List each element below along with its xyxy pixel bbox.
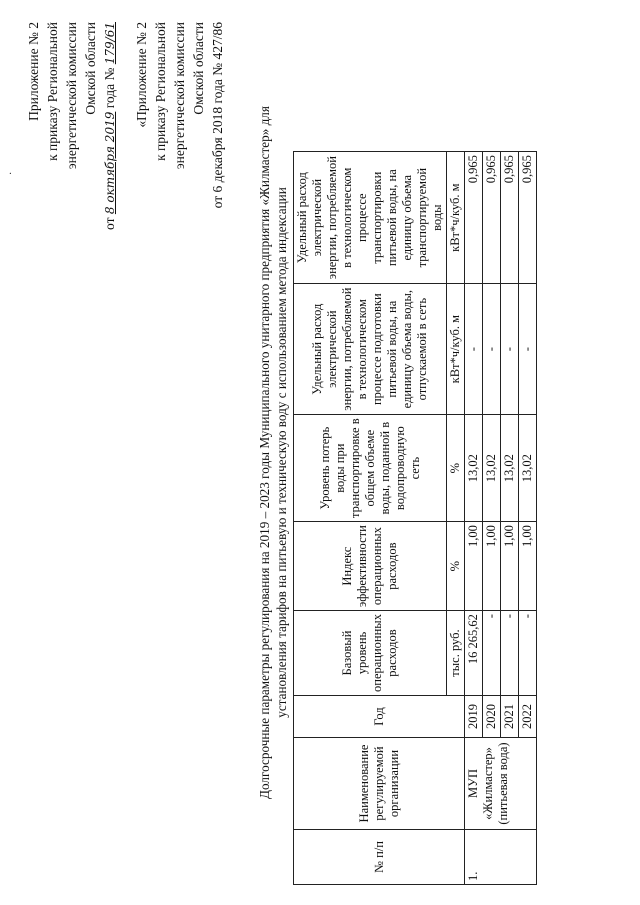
table-header-row bbox=[294, 152, 447, 885]
prep-energy-cell: - bbox=[501, 284, 519, 415]
transport-energy-cell: 0,965 bbox=[519, 152, 537, 284]
prep-energy-cell: - bbox=[465, 284, 483, 415]
appendix-title: «Приложение № 2 bbox=[134, 22, 149, 128]
row-number: 1. bbox=[465, 830, 537, 885]
transport-energy-cell: 0,965 bbox=[501, 152, 519, 284]
transport-energy-cell: 0,965 bbox=[483, 152, 501, 284]
document-title: Долгосрочные параметры регулирования на 2019 – 2023 годы Муниципального унитарного предприятия «Жилмастер» для установления тарифов на питьевую и техническую воду с использованием метода индексации bbox=[257, 106, 289, 799]
efficiency-index-cell: 1,00 bbox=[465, 522, 483, 611]
prep-energy-cell: - bbox=[483, 284, 501, 415]
unit-cell: кВт*ч/куб. м bbox=[447, 284, 465, 415]
base-cost-cell: - bbox=[519, 611, 537, 696]
header-cell: Удельный расход электрической энергии, потребляемой в технологическом процессе подготовки питьевой воды, на единицу объема воды, отпускаемой в сеть bbox=[294, 284, 447, 415]
header-cell: Уровень потерь воды при транспортировке в общем объеме воды, поданной в водопроводную сеть bbox=[294, 415, 447, 522]
unit-cell: кВт*ч/куб. м bbox=[447, 152, 465, 284]
efficiency-index-cell: 1,00 bbox=[519, 522, 537, 611]
parameters-table bbox=[293, 151, 537, 885]
header-cell: № п/п bbox=[294, 830, 465, 885]
transport-energy-cell: 0,965 bbox=[465, 152, 483, 284]
losses-cell: 13,02 bbox=[501, 415, 519, 522]
unit-cell: % bbox=[447, 522, 465, 611]
header-cell: Год bbox=[294, 696, 465, 738]
appendix-date-line: от 8 октября 2019 года № 179/61 bbox=[102, 22, 117, 230]
header-cell: Индекс эффективности операционных расходов bbox=[294, 522, 447, 611]
year-cell: 2020 bbox=[483, 696, 501, 738]
appendix-line: к приказу Региональной bbox=[45, 22, 60, 161]
header-cell: Базовый уровень операционных расходов bbox=[294, 611, 447, 696]
org-name: МУП «Жилмастер» (питьевая вода) bbox=[465, 738, 537, 830]
appendix-line: энергетической комиссии bbox=[64, 22, 79, 170]
unit-cell: тыс. руб. bbox=[447, 611, 465, 696]
unit-cell: % bbox=[447, 415, 465, 522]
losses-cell: 13,02 bbox=[483, 415, 501, 522]
year-cell: 2022 bbox=[519, 696, 537, 738]
table-row bbox=[465, 152, 483, 885]
appendix-line: к приказу Региональной bbox=[153, 22, 168, 161]
efficiency-index-cell: 1,00 bbox=[501, 522, 519, 611]
prep-energy-cell: - bbox=[519, 284, 537, 415]
efficiency-index-cell: 1,00 bbox=[483, 522, 501, 611]
base-cost-cell: - bbox=[501, 611, 519, 696]
year-cell: 2021 bbox=[501, 696, 519, 738]
appendix-header-new bbox=[24, 22, 120, 230]
appendix-line: Омской области bbox=[191, 22, 206, 115]
scan-mark: · bbox=[6, 171, 17, 175]
handwritten-number: 179/61 bbox=[103, 22, 117, 65]
appendix-line: Омской области bbox=[83, 22, 98, 115]
appendix-line: энергетической комиссии bbox=[172, 22, 187, 170]
header-cell: Удельный расход электрической энергии, потребляемой в технологическом процессе транспортировки питьевой воды, на единицу объема транспортируемой воды bbox=[294, 152, 447, 284]
base-cost-cell: - bbox=[483, 611, 501, 696]
handwritten-date: 8 октября 2019 bbox=[103, 111, 117, 215]
base-cost-cell: 16 265,62 bbox=[465, 611, 483, 696]
appendix-line: от 6 декабря 2018 года № 427/86 bbox=[210, 22, 225, 209]
appendix-header-old bbox=[132, 22, 227, 208]
losses-cell: 13,02 bbox=[519, 415, 537, 522]
appendix-title: Приложение № 2 bbox=[26, 22, 41, 121]
losses-cell: 13,02 bbox=[465, 415, 483, 522]
header-cell: Наименование регулируемой организации bbox=[294, 738, 465, 830]
year-cell: 2019 bbox=[465, 696, 483, 738]
